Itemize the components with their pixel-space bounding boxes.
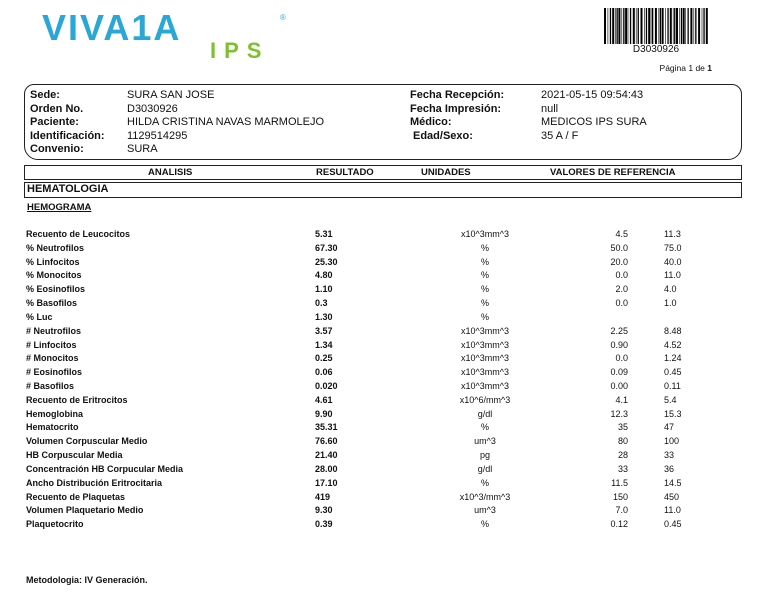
reference-high: 5.4 bbox=[664, 394, 677, 405]
table-row bbox=[0, 352, 768, 366]
reference-high: 1.24 bbox=[664, 353, 682, 364]
reference-low: 0.09 bbox=[610, 367, 628, 378]
result-value: 4.61 bbox=[315, 394, 333, 405]
barcode-number: D3030926 bbox=[632, 44, 680, 55]
identificacion-label: Identificación: bbox=[30, 129, 105, 142]
reference-low: 35 bbox=[617, 422, 628, 433]
reference-low: 0.00 bbox=[610, 381, 628, 392]
table-row bbox=[0, 269, 768, 283]
reference-low: 7.0 bbox=[615, 505, 628, 516]
unit: g/dl bbox=[477, 463, 493, 474]
analysis-name: Recuento de Leucocitos bbox=[26, 229, 131, 239]
reference-high: 11.3 bbox=[664, 229, 681, 239]
viva1a-ips-logo bbox=[40, 10, 300, 60]
reference-low: 0.0 bbox=[615, 270, 628, 281]
paciente-value: HILDA CRISTINA NAVAS MARMOLEJO bbox=[127, 116, 325, 128]
result-value: 28.00 bbox=[315, 463, 338, 474]
reference-low: 0.0 bbox=[615, 298, 628, 309]
analysis-name: % Basofilos bbox=[26, 298, 78, 309]
patient-labels-left bbox=[30, 89, 105, 157]
fecha-recepcion-label: Fecha Recepción: bbox=[410, 89, 505, 101]
table-row bbox=[0, 339, 768, 353]
edad-sexo-label: Edad/Sexo: bbox=[413, 129, 473, 142]
table-row bbox=[0, 325, 768, 339]
methodology-note: Metodologia: IV Generación. bbox=[26, 575, 148, 585]
barcode-image bbox=[604, 8, 708, 44]
reference-high: 100 bbox=[664, 436, 680, 447]
reference-low: 12.3 bbox=[610, 408, 628, 419]
unit: % bbox=[480, 284, 489, 295]
analysis-name: Plaquetocrito bbox=[26, 519, 84, 530]
reference-low: 33 bbox=[617, 463, 628, 474]
logo-registered-mark: ® bbox=[280, 13, 286, 22]
result-value: 0.25 bbox=[315, 353, 333, 364]
identificacion-value: 1129514295 bbox=[127, 129, 188, 142]
reference-high: 8.48 bbox=[664, 325, 682, 336]
reference-high: 4.52 bbox=[664, 339, 682, 350]
subsection-title: HEMOGRAMA bbox=[27, 202, 92, 213]
table-row bbox=[0, 435, 768, 449]
table-row bbox=[0, 228, 768, 242]
table-row bbox=[0, 504, 768, 518]
result-value: 1.10 bbox=[315, 284, 333, 295]
result-value: 0.06 bbox=[315, 367, 333, 378]
header-unidades: UNIDADES bbox=[421, 167, 471, 178]
result-value: 9.30 bbox=[315, 505, 333, 516]
reference-high: 15.3 bbox=[664, 408, 682, 419]
result-value: 4.80 bbox=[315, 270, 333, 281]
unit: x10^3mm^3 bbox=[461, 367, 509, 378]
table-row bbox=[0, 449, 768, 463]
reference-high: 40.0 bbox=[664, 256, 682, 267]
section-box bbox=[24, 182, 742, 198]
reference-high: 11.0 bbox=[664, 270, 681, 281]
result-value: 419 bbox=[315, 491, 331, 502]
page-number: Página 1 de 1 bbox=[659, 63, 712, 73]
result-value: 67.30 bbox=[315, 242, 338, 253]
result-value: 25.30 bbox=[315, 256, 338, 267]
unit: % bbox=[480, 298, 489, 309]
reference-low: 2.0 bbox=[615, 284, 628, 295]
table-row bbox=[0, 463, 768, 477]
unit: x10^3mm^3 bbox=[461, 381, 509, 392]
reference-high: 33 bbox=[664, 450, 675, 461]
reference-high: 11.0 bbox=[664, 505, 681, 516]
logo-brand-text: VIVA1A bbox=[42, 10, 182, 48]
orden-value: D3030926 bbox=[127, 102, 178, 115]
reference-low: 80 bbox=[617, 436, 628, 447]
result-value: 9.90 bbox=[315, 408, 333, 419]
reference-low: 28 bbox=[617, 450, 628, 461]
reference-low: 150 bbox=[612, 491, 628, 502]
reference-low: 2.25 bbox=[610, 325, 628, 336]
reference-low: 0.90 bbox=[610, 339, 628, 350]
analysis-name: # Linfocitos bbox=[26, 339, 77, 350]
result-value: 17.10 bbox=[315, 477, 338, 488]
fecha-recepcion-value: 2021-05-15 09:54:43 bbox=[541, 89, 644, 101]
analysis-name: Volumen Corpuscular Medio bbox=[26, 436, 148, 447]
header-analisis: ANALISIS bbox=[148, 167, 193, 178]
fecha-impresion-value: null bbox=[541, 102, 559, 115]
unit: % bbox=[480, 270, 489, 281]
analysis-name: Hematocrito bbox=[26, 422, 79, 433]
analysis-name: Recuento de Eritrocitos bbox=[26, 394, 128, 405]
analysis-name: Volumen Plaquetario Medio bbox=[26, 505, 144, 516]
unit: % bbox=[480, 311, 489, 322]
medico-label: Médico: bbox=[410, 116, 452, 128]
convenio-label: Convenio: bbox=[30, 143, 84, 155]
unit: % bbox=[480, 242, 489, 253]
table-row bbox=[0, 408, 768, 422]
analysis-name: % Luc bbox=[26, 311, 53, 322]
table-row bbox=[0, 311, 768, 325]
analysis-name: % Monocitos bbox=[26, 270, 82, 281]
logo-sub-text: IPS bbox=[210, 38, 270, 60]
medico-value: MEDICOS IPS SURA bbox=[541, 116, 647, 128]
result-value: 76.60 bbox=[315, 436, 338, 447]
result-value: 1.30 bbox=[315, 311, 333, 322]
table-row bbox=[0, 394, 768, 408]
analysis-name: Recuento de Plaquetas bbox=[26, 491, 126, 502]
analysis-name: Hemoglobina bbox=[26, 408, 84, 419]
table-row bbox=[0, 366, 768, 380]
reference-high: 47 bbox=[664, 422, 675, 433]
header-valores-referencia: VALORES DE REFERENCIA bbox=[550, 167, 676, 178]
reference-high: 450 bbox=[664, 491, 680, 502]
reference-high: 1.0 bbox=[664, 298, 677, 309]
reference-low: 20.0 bbox=[610, 256, 628, 267]
section-title: HEMATOLOGIA bbox=[27, 183, 109, 195]
unit: x10^6/mm^3 bbox=[459, 394, 511, 405]
fecha-impresion-label: Fecha Impresión: bbox=[410, 102, 502, 115]
sede-label: Sede: bbox=[30, 89, 60, 101]
reference-high: 0.11 bbox=[664, 381, 681, 392]
reference-low: 0.12 bbox=[610, 519, 628, 530]
analysis-name: Ancho Distribución Eritrocitaria bbox=[26, 477, 163, 488]
reference-high: 14.5 bbox=[664, 477, 682, 488]
result-value: 0.020 bbox=[315, 381, 338, 392]
result-value: 21.40 bbox=[315, 450, 338, 461]
reference-low: 50.0 bbox=[610, 242, 628, 253]
analysis-name: # Eosinofilos bbox=[26, 367, 83, 378]
analysis-name: # Neutrofilos bbox=[26, 325, 82, 336]
reference-high: 0.45 bbox=[664, 367, 682, 378]
table-row bbox=[0, 256, 768, 270]
result-value: 1.34 bbox=[315, 339, 333, 350]
reference-high: 4.0 bbox=[664, 284, 677, 295]
unit: pg bbox=[479, 450, 490, 461]
unit: % bbox=[480, 422, 489, 433]
analysis-name: # Monocitos bbox=[26, 353, 79, 364]
unit: x10^3mm^3 bbox=[461, 339, 509, 350]
unit: um^3 bbox=[474, 505, 496, 516]
unit: x10^3mm^3 bbox=[461, 325, 509, 336]
unit: x10^3mm^3 bbox=[461, 229, 509, 239]
patient-values-right bbox=[541, 89, 647, 143]
reference-low: 0.0 bbox=[615, 353, 628, 364]
result-value: 5.31 bbox=[315, 229, 333, 239]
table-row bbox=[0, 297, 768, 311]
reference-low: 4.1 bbox=[615, 394, 628, 405]
unit: % bbox=[480, 477, 489, 488]
table-row bbox=[0, 283, 768, 297]
analysis-name: Concentración HB Corpucular Media bbox=[26, 463, 184, 474]
table-row bbox=[0, 380, 768, 394]
unit: um^3 bbox=[474, 436, 496, 447]
analysis-name: HB Corpuscular Media bbox=[26, 450, 123, 461]
sede-value: SURA SAN JOSE bbox=[127, 89, 215, 101]
result-value: 0.3 bbox=[315, 298, 328, 309]
analysis-name: % Linfocitos bbox=[26, 256, 80, 267]
reference-low: 11.5 bbox=[611, 477, 628, 488]
table-row bbox=[0, 491, 768, 505]
reference-low: 4.5 bbox=[615, 229, 628, 239]
orden-label: Orden No. bbox=[30, 102, 84, 115]
table-row bbox=[0, 421, 768, 435]
paciente-label: Paciente: bbox=[30, 116, 79, 128]
convenio-value: SURA bbox=[127, 143, 158, 155]
table-row bbox=[0, 518, 768, 532]
patient-labels-right bbox=[410, 89, 504, 143]
header-resultado: RESULTADO bbox=[316, 167, 374, 178]
unit: g/dl bbox=[477, 408, 493, 419]
analysis-name: # Basofilos bbox=[26, 381, 75, 392]
analysis-name: % Neutrofilos bbox=[26, 242, 85, 253]
table-row bbox=[0, 477, 768, 491]
result-value: 35.31 bbox=[315, 422, 338, 433]
unit: % bbox=[480, 256, 489, 267]
patient-values-left bbox=[127, 89, 324, 157]
result-value: 0.39 bbox=[315, 519, 333, 530]
table-row bbox=[0, 242, 768, 256]
unit: x10^3mm^3 bbox=[461, 353, 509, 364]
reference-high: 75.0 bbox=[664, 242, 682, 253]
analysis-name: % Eosinofilos bbox=[26, 284, 86, 295]
result-value: 3.57 bbox=[315, 325, 333, 336]
edad-sexo-value: 35 A / F bbox=[541, 129, 579, 142]
unit: x10^3/mm^3 bbox=[459, 491, 511, 502]
reference-high: 36 bbox=[664, 463, 675, 474]
unit: % bbox=[480, 519, 489, 530]
reference-high: 0.45 bbox=[664, 519, 682, 530]
